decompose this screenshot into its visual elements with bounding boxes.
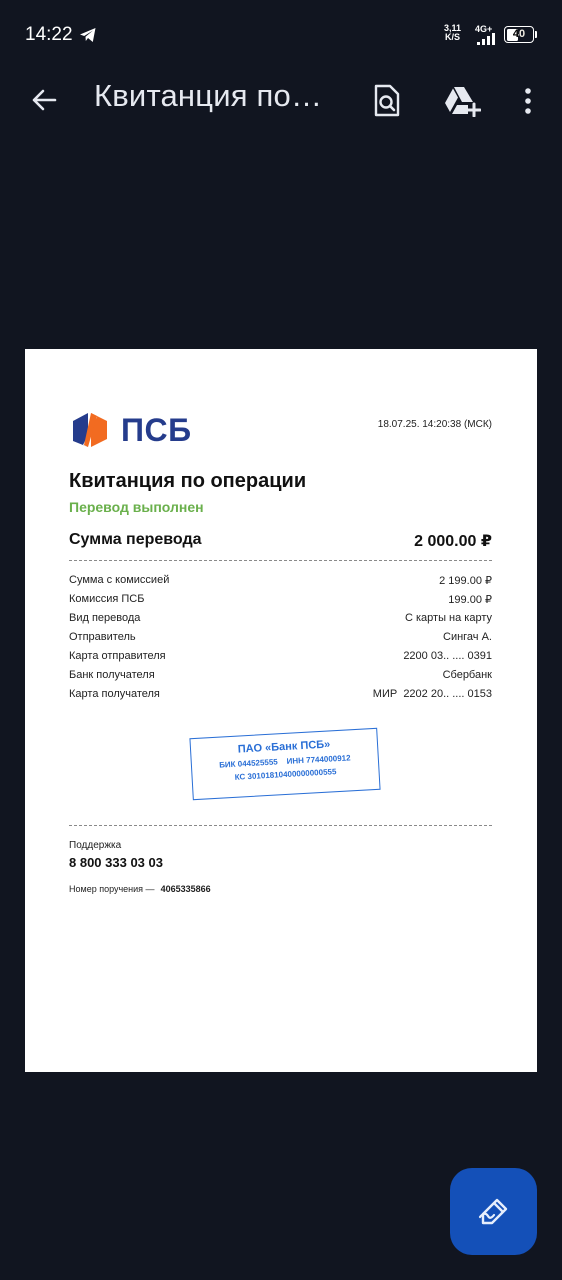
detail-value: Сингач А. [443, 631, 492, 644]
battery-icon [504, 26, 534, 43]
detail-label: Вид перевода [69, 612, 141, 625]
detail-row [69, 684, 492, 703]
search-document-icon [372, 84, 402, 118]
status-time: 14:22 [25, 24, 73, 45]
divider [69, 825, 492, 826]
receipt-details [69, 571, 492, 703]
detail-row [69, 609, 492, 628]
divider [69, 560, 492, 561]
detail-value: 199.00 ₽ [448, 593, 492, 606]
order-label: Номер поручения — [69, 884, 155, 894]
detail-row [69, 571, 492, 590]
stamp-ks: КС 30101810400000000555 [234, 767, 337, 782]
document-title: Квитанция по… [94, 78, 323, 113]
receipt-datetime: 18.07.25. 14:20:38 (МСК) [377, 419, 492, 430]
detail-value: С карты на карту [404, 612, 492, 625]
support-phone: 8 800 333 03 03 [69, 855, 163, 870]
detail-label: Карта получателя [69, 687, 160, 700]
psb-logo-text: ПСБ [121, 411, 192, 448]
edit-pen-icon [477, 1195, 511, 1229]
detail-row [69, 665, 492, 684]
edit-fab-button[interactable] [450, 1168, 537, 1255]
signal-icon [477, 33, 499, 45]
detail-value: МИР 2202 20.. .... 0153 [372, 687, 492, 700]
detail-label: Сумма с комиссией [69, 574, 170, 587]
support-label: Поддержка [69, 840, 122, 851]
network-type: 4G+ [475, 24, 493, 34]
search-in-document-button[interactable] [366, 80, 408, 122]
more-options-button[interactable] [508, 80, 548, 122]
battery-tip [535, 31, 537, 38]
detail-label: Карта отправителя [69, 650, 166, 662]
bank-stamp [189, 728, 380, 800]
detail-label: Отправитель [69, 631, 136, 644]
telegram-icon [79, 27, 97, 43]
more-vert-icon [524, 87, 532, 115]
transfer-sum-row [69, 531, 492, 551]
detail-row [69, 590, 492, 609]
receipt-title: Квитанция по операции [69, 470, 307, 492]
stamp-bank-name: ПАО «Банк ПСБ» [237, 738, 331, 756]
document-page[interactable] [25, 349, 537, 1072]
network-speed-unit: K/S [445, 32, 461, 42]
detail-row [69, 647, 492, 666]
drive-add-icon [443, 85, 481, 117]
add-to-drive-button[interactable] [440, 80, 484, 122]
transfer-sum-value: 2 000.00 ₽ [414, 533, 492, 550]
detail-label: Банк получателя [69, 668, 155, 681]
detail-row [69, 628, 492, 647]
network-speed [444, 24, 461, 42]
detail-value: 2200 03.. .... 0391 [403, 650, 492, 662]
order-row [69, 884, 211, 894]
transfer-sum-label: Сумма перевода [69, 531, 202, 548]
detail-value: Сбербанк [442, 668, 492, 681]
transfer-status: Перевод выполнен [69, 499, 204, 515]
detail-value: 2 199.00 ₽ [439, 574, 492, 587]
psb-logo [71, 410, 197, 450]
stamp-bik-inn: БИК 044525555 ИНН 7744000912 [218, 753, 351, 770]
battery-percent: 40 [512, 28, 526, 40]
status-bar [0, 0, 562, 70]
app-bar [0, 70, 562, 130]
detail-label: Комиссия ПСБ [69, 593, 145, 606]
order-number: 4065335866 [160, 884, 211, 894]
back-arrow-icon [30, 86, 58, 114]
network-speed-value: 3,11 [444, 23, 462, 33]
back-button[interactable] [24, 80, 64, 120]
psb-logo-icon [71, 411, 109, 449]
